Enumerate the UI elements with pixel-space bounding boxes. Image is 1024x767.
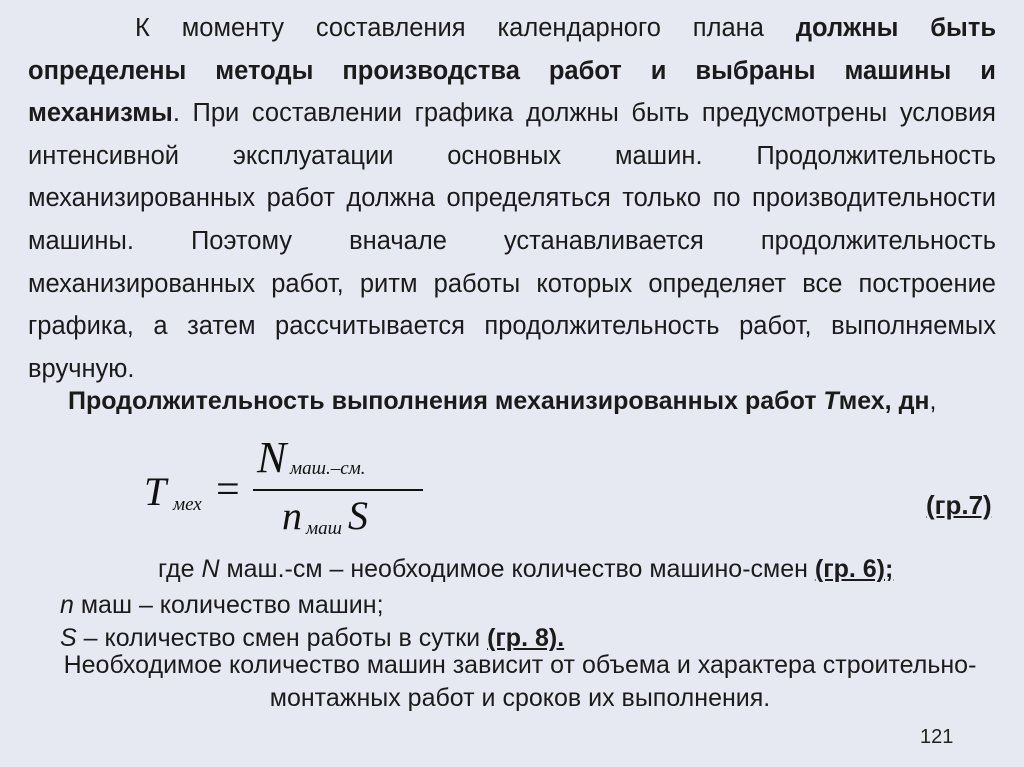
definition-text: маш.-см – необходимое количество машино-смен xyxy=(219,555,815,583)
formula-denominator-variable-2: S xyxy=(348,493,368,538)
definition-line-2 xyxy=(60,591,384,620)
formula-numerator-variable: N xyxy=(257,433,287,482)
closing-text: Необходимое количество машин зависит от объема и характера строительно-монтажных работ и сроков их выполнения. xyxy=(63,651,977,712)
definition-line-1 xyxy=(158,555,893,584)
formula-denominator-subscript: маш xyxy=(306,518,342,539)
page-number: 121 xyxy=(920,726,954,748)
formula-denominator-variable: n xyxy=(282,493,302,538)
formula-lhs-subscript: мех xyxy=(173,494,202,515)
heading-unit: мех, дн xyxy=(838,387,930,415)
definition-reference: (гр. 6); xyxy=(814,555,894,583)
fraction-bar xyxy=(253,489,423,491)
definition-reference: (гр. 8). xyxy=(487,624,565,652)
definition-prefix: где xyxy=(158,555,202,583)
formula-equals: = xyxy=(216,467,240,513)
duration-formula xyxy=(140,432,430,542)
definition-variable: N xyxy=(201,555,220,583)
definition-text: маш – количество машин; xyxy=(73,591,384,619)
formula-column-reference: (гр.7) xyxy=(926,490,992,520)
heading-comma: , xyxy=(929,387,937,415)
formula-numerator-subscript: маш.–см. xyxy=(290,458,366,479)
paragraph-text-1: К моменту составления календарного плана xyxy=(135,14,796,42)
definition-variable: S xyxy=(60,624,77,652)
definition-variable: n xyxy=(60,591,74,619)
intro-paragraph xyxy=(28,7,996,390)
definition-text: – количество смен работы в сутки xyxy=(76,624,488,652)
heading-text: Продолжительность выполнения механизированных работ xyxy=(68,387,824,415)
formula-lhs-variable: T xyxy=(144,469,167,514)
heading-variable: Т xyxy=(823,387,839,415)
paragraph-bold-text: должны быть определены методы производства работ и выбраны машины и механизмы xyxy=(28,14,996,128)
formula-heading xyxy=(68,387,1018,416)
paragraph-text-2: . При составлении графика должны быть предусмотрены условия интенсивной эксплуатации основных машин. Продолжительность механизированных работ должна определяться только по производительности машины. Поэтому вначале устанавливается продолжительность механизированных работ, ритм работы которых определяет все построение графика, а затем рассчитывается продолжительность работ, выполняемых вручную. xyxy=(28,99,996,383)
